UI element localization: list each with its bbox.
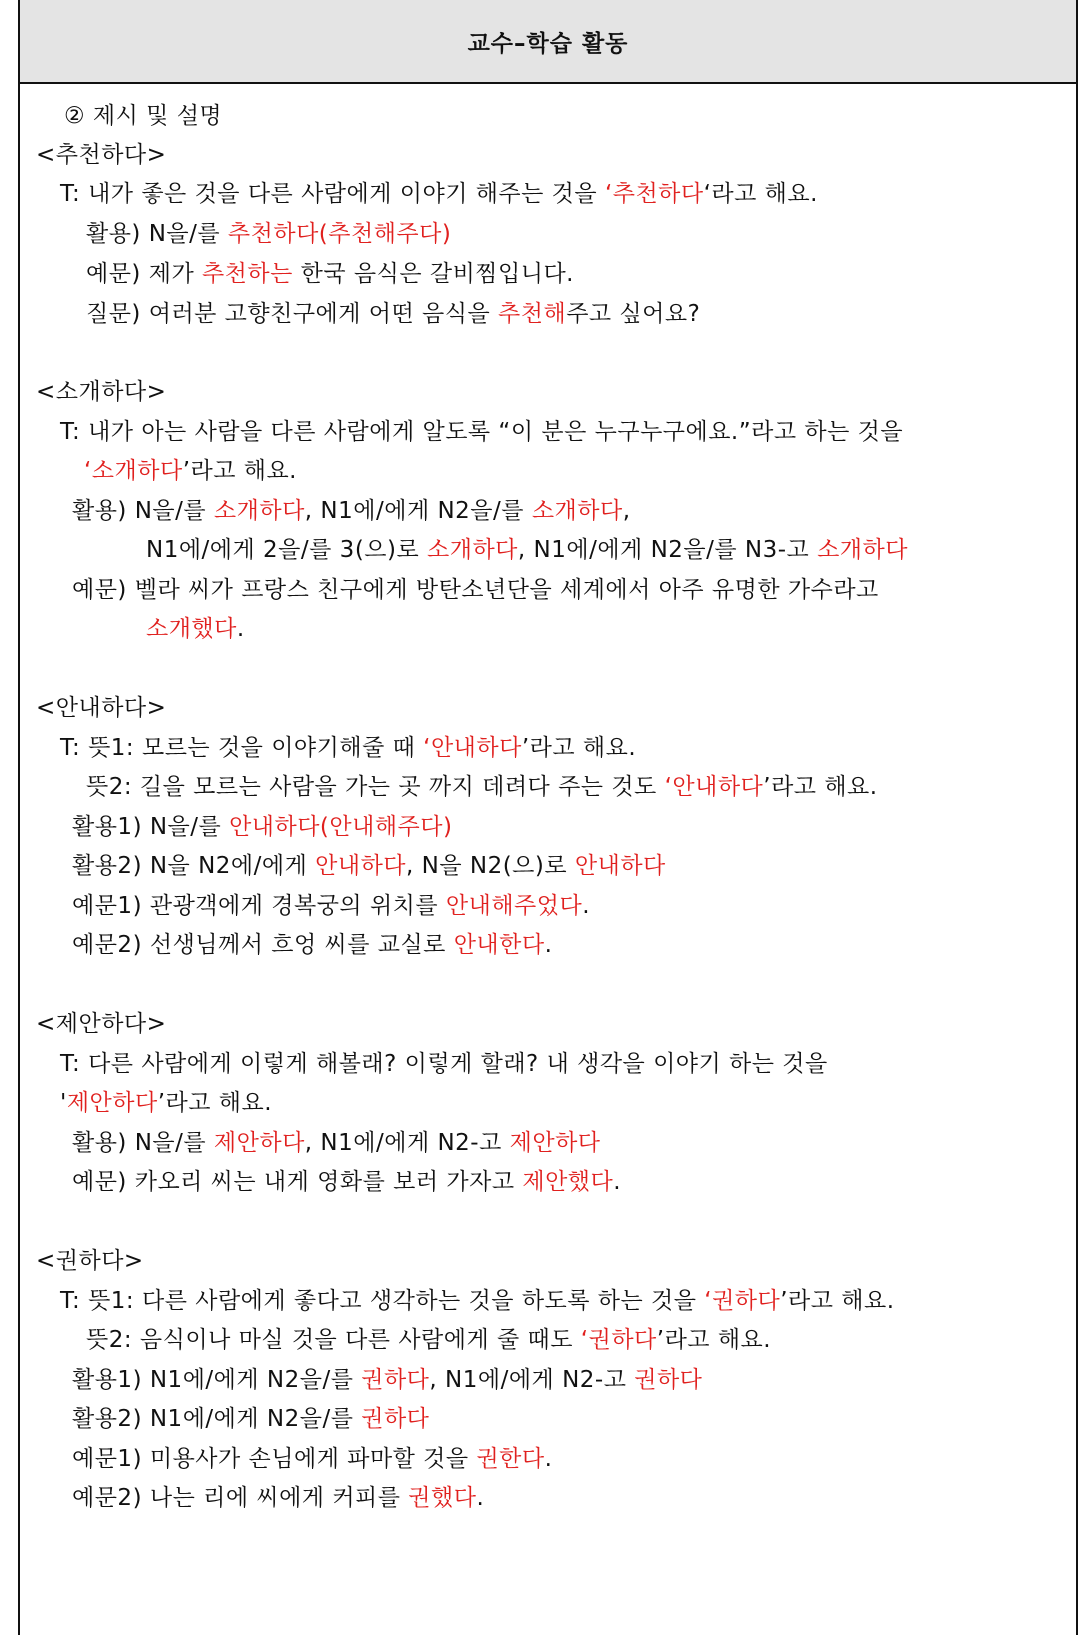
highlighted-term: 추천하다(추천해주다) — [227, 221, 452, 247]
highlighted-term: 소개하다 — [427, 537, 518, 563]
line-text: N1에/에게 2을/를 3(으)로 — [146, 537, 428, 563]
line-text: 활용1) N을/를 — [72, 814, 230, 840]
text-line — [72, 1405, 429, 1433]
text-line — [72, 892, 590, 920]
line-text: <안내하다> — [36, 695, 167, 721]
text-line — [86, 220, 451, 248]
text-line — [60, 1050, 828, 1078]
line-text: ’라고 해요. — [763, 774, 878, 800]
text-line — [86, 300, 700, 328]
line-text: 뜻2: 음식이나 마실 것을 다른 사람에게 줄 때도 — [86, 1327, 581, 1353]
line-text: 한국 음식은 갈비찜입니다. — [292, 261, 574, 287]
line-text: ’라고 해요. — [780, 1288, 895, 1314]
line-text: . — [613, 1169, 622, 1195]
line-text: 예문) 벨라 씨가 프랑스 친구에게 방탄소년단을 세계에서 아주 유명한 가수라고 — [72, 577, 879, 603]
highlighted-term: 제안했다 — [522, 1169, 614, 1195]
line-text: , N1에/에게 N2을/를 — [304, 498, 532, 524]
line-text: , N1에/에게 N2을/를 N3-고 — [517, 537, 818, 563]
line-text: 활용2) N을 N2에/에게 — [72, 853, 316, 879]
line-text: ' — [60, 1090, 67, 1116]
highlighted-term: ‘권하다 — [704, 1288, 781, 1314]
line-text: T: 다른 사람에게 이렇게 해볼래? 이렇게 할래? 내 생각을 이야기 하는 것을 — [60, 1051, 828, 1077]
text-line — [60, 734, 636, 762]
line-text: , N1에/에게 N2-고 — [429, 1367, 635, 1393]
line-text: ② 제시 및 설명 — [64, 103, 223, 129]
highlighted-term: 제안하다 — [213, 1130, 305, 1156]
line-text: 활용1) N1에/에게 N2을/를 — [72, 1367, 362, 1393]
line-text: T: 뜻1: 다른 사람에게 좋다고 생각하는 것을 하도록 하는 것을 — [60, 1288, 705, 1314]
line-text: . — [544, 1446, 553, 1472]
line-text: <제안하다> — [36, 1011, 167, 1037]
line-text: 뜻2: 길을 모르는 사람을 가는 곳 까지 데려다 주는 것도 — [86, 774, 665, 800]
highlighted-term: 소개하다 — [213, 498, 305, 524]
line-text: T: 내가 아는 사람을 다른 사람에게 알도록 “이 분은 누구누구에요.”라고 하는 것을 — [60, 419, 904, 445]
highlighted-term: 권하다 — [634, 1367, 703, 1393]
line-text: T: 내가 좋은 것을 다른 사람에게 이야기 해주는 것을 — [60, 181, 605, 207]
highlighted-term: 추천하는 — [201, 261, 293, 287]
text-line — [64, 102, 222, 130]
text-line — [72, 1129, 601, 1157]
line-text: 예문2) 나는 리에 씨에게 커피를 — [72, 1485, 409, 1511]
line-text: , N을 N2(으)로 — [406, 853, 575, 879]
highlighted-term: ‘소개하다 — [84, 458, 183, 484]
line-text: , — [622, 498, 631, 524]
highlighted-term: 제안하다 — [509, 1130, 601, 1156]
text-line — [146, 536, 908, 564]
text-line — [36, 141, 166, 169]
text-line — [146, 615, 245, 643]
highlighted-term: ‘안내하다 — [423, 735, 522, 761]
line-text: . — [544, 932, 553, 958]
line-text: <권하다> — [36, 1248, 144, 1274]
line-text: . — [582, 893, 591, 919]
highlighted-term: 소개하다 — [531, 498, 623, 524]
text-line — [86, 773, 878, 801]
text-line — [36, 1010, 166, 1038]
lesson-content — [20, 84, 1076, 1635]
line-text: T: 뜻1: 모르는 것을 이야기해줄 때 — [60, 735, 424, 761]
highlighted-term: 제안하다 — [66, 1090, 158, 1116]
highlighted-term: 소개하다 — [817, 537, 908, 563]
highlighted-term: 안내한다 — [453, 932, 545, 958]
line-text: 질문) 여러분 고향친구에게 어떤 음식을 — [86, 301, 499, 327]
highlighted-term: 추천해 — [498, 301, 567, 327]
text-line — [72, 931, 552, 959]
lesson-table — [18, 0, 1078, 1635]
text-line — [36, 1247, 144, 1275]
line-text: ’라고 해요. — [182, 458, 297, 484]
highlighted-term: ‘안내하다 — [664, 774, 764, 800]
highlighted-term: 권한다 — [476, 1446, 545, 1472]
text-line — [72, 497, 631, 525]
highlighted-term: 권했다 — [408, 1485, 477, 1511]
line-text: . — [236, 616, 245, 642]
highlighted-term: 안내해주었다 — [445, 893, 583, 919]
highlighted-term: 안내하다 — [574, 853, 666, 879]
line-text: 예문2) 선생님께서 흐엉 씨를 교실로 — [72, 932, 454, 958]
text-line — [60, 180, 818, 208]
text-line — [60, 1287, 895, 1315]
line-text: . — [476, 1485, 485, 1511]
text-line — [84, 457, 297, 485]
text-line — [36, 378, 166, 406]
line-text: ’라고 해요. — [656, 1327, 772, 1353]
text-line — [72, 1366, 702, 1394]
line-text: 예문) 제가 — [86, 261, 202, 287]
line-text: 활용) N을/를 — [72, 498, 214, 524]
text-line — [72, 813, 452, 841]
line-text: , N1에/에게 N2-고 — [304, 1130, 510, 1156]
highlighted-term: 안내하다 — [315, 853, 407, 879]
highlighted-term: 소개했다 — [146, 616, 237, 642]
text-line — [60, 1089, 272, 1117]
table-header — [20, 0, 1076, 84]
line-text: ‘라고 해요. — [703, 181, 818, 207]
line-text: 예문1) 관광객에게 경복궁의 위치를 — [72, 893, 446, 919]
line-text: ’라고 해요. — [157, 1090, 273, 1116]
line-text: <추천하다> — [36, 142, 167, 168]
line-text: 활용2) N1에/에게 N2을/를 — [72, 1406, 362, 1432]
header-title: 교수–학습 활동 — [467, 30, 629, 57]
text-line — [72, 576, 879, 604]
text-line — [36, 694, 166, 722]
text-line — [72, 852, 666, 880]
line-text: 활용) N을/를 — [72, 1130, 214, 1156]
text-line — [86, 260, 574, 288]
highlighted-term: 안내하다(안내해주다) — [229, 814, 453, 840]
text-line — [72, 1484, 484, 1512]
highlighted-term: ‘권하다 — [580, 1327, 657, 1353]
highlighted-term: 권하다 — [361, 1367, 430, 1393]
highlighted-term: ‘추천하다 — [604, 181, 704, 207]
line-text: 주고 싶어요? — [566, 301, 701, 327]
line-text: ’라고 해요. — [521, 735, 637, 761]
line-text: 예문1) 미용사가 손님에게 파마할 것을 — [72, 1446, 477, 1472]
line-text: 예문) 카오리 씨는 내게 영화를 보러 가자고 — [72, 1169, 523, 1195]
line-text: <소개하다> — [36, 379, 167, 405]
highlighted-term: 권하다 — [361, 1406, 430, 1432]
text-line — [60, 418, 903, 446]
line-text: 활용) N을/를 — [86, 221, 228, 247]
text-line — [72, 1168, 621, 1196]
text-line — [86, 1326, 771, 1354]
text-line — [72, 1445, 552, 1473]
